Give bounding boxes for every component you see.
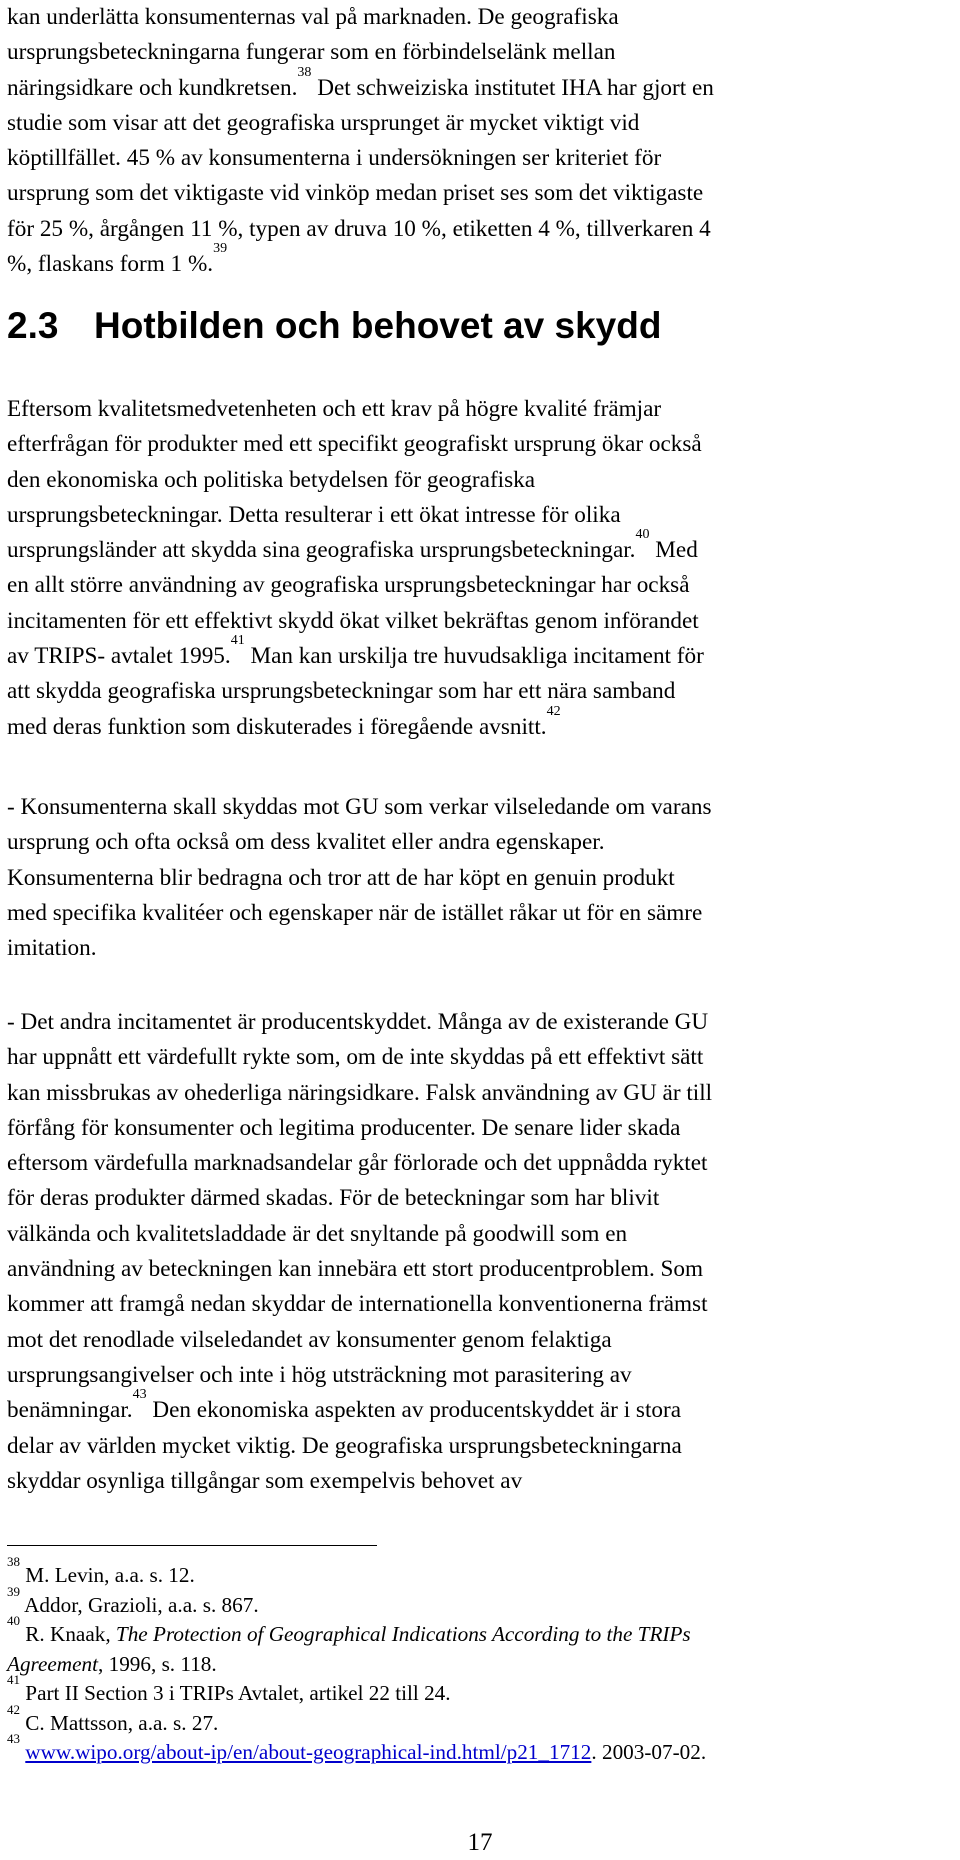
text-line: imitation. (7, 935, 97, 962)
footnote-ref-43[interactable]: 43 (132, 1387, 147, 1403)
footnotes (7, 1554, 955, 1768)
text-line: kan missbrukas av ohederliga näringsidkare. Falsk användning av GU är till (7, 1079, 713, 1106)
footnote-ref-40[interactable]: 40 (635, 527, 650, 543)
section-title: Hotbilden och behovet av skydd (94, 305, 662, 346)
footnote-40-continued: Agreement, 1996, s. 118. (7, 1651, 217, 1676)
footnote-ref-42[interactable]: 42 (546, 703, 561, 719)
text-line: användning av beteckningen kan innebära ett stort producentproblem. Som (7, 1256, 704, 1283)
text-line: efterfrågan för produkter med ett specifikt geografiskt ursprung ökar också (7, 431, 702, 458)
text-line: eftersom värdefulla marknadsandelar går förlorade och det uppnådda ryktet (7, 1150, 708, 1177)
text-line: - Det andra incitamentet är producentskyddet. Många av de existerande GU (7, 1009, 709, 1035)
wipo-link[interactable]: www.wipo.org/about-ip/en/about-geographical-ind.html/p21_1712 (25, 1740, 592, 1764)
text-line: med deras funktion som diskuterades i föregående avsnitt.$^{42}$ (7, 703, 561, 740)
text-line: ursprungsbeteckningar. Detta resulterar i ett ökat intresse för olika (7, 501, 621, 528)
text-line: en allt större användning av geografiska ursprungsbeteckningar har också (7, 572, 690, 599)
footnote-38: $^{38}$ M. Levin, a.a. s. 12. (7, 1554, 195, 1587)
text-line: köptillfället. 45 % av konsumenterna i undersökningen ser kriteriet för (7, 145, 662, 172)
text-line: ursprung och ofta också om dess kvalitet eller andra egenskaper. (7, 829, 605, 856)
text-line: incitamenten för ett effektivt skydd ökat vilket bekräftas genom införandet (7, 607, 699, 634)
footnote-ref-38[interactable]: 38 (297, 64, 312, 80)
text-line: Konsumenterna blir bedragna och tror att de har köpt en genuin produkt (7, 864, 675, 891)
text-line: förfång för konsumenter och legitima producenter. De senare lider skada (7, 1114, 681, 1141)
text-line: näringsidkare och kundkretsen.$^{38}$ Det schweiziska institutet IHA har gjort en (7, 64, 714, 101)
text-line: kommer att framgå nedan skyddar de internationella konventionerna främst (7, 1291, 708, 1318)
text-line: studie som visar att det geografiska ursprunget är mycket viktigt vid (7, 109, 640, 136)
text-line: ursprungsangivelser och inte i hög utsträckning mot parasitering av (7, 1361, 632, 1388)
footnote-ref-39[interactable]: 39 (213, 241, 228, 257)
intro-paragraph (7, 0, 955, 282)
text-line: benämningar.$^{43}$ Den ekonomiska aspekten av producentskyddet är i stora (7, 1387, 682, 1424)
text-line: mot det renodlade vilseledandet av konsumenter genom felaktiga (7, 1326, 612, 1353)
text-line: delar av världen mycket viktig. De geografiska ursprungsbeteckningarna (7, 1432, 682, 1459)
section-heading (7, 302, 661, 350)
footnote-ref-41[interactable]: 41 (230, 633, 245, 649)
section-number: 2.3 (7, 305, 59, 346)
text-line: att skydda geografiska ursprungsbeteckningar som har ett nära samband (7, 678, 676, 705)
body-paragraph-3 (7, 1005, 955, 1499)
body-paragraph-1 (7, 392, 955, 745)
footnote-43: $^{43}$ www.wipo.org/about-ip/en/about-geographical-ind.html/p21_1712. 2003-07-02. (7, 1731, 707, 1764)
text-line: kan underlätta konsumenternas val på marknaden. De geografiska (7, 4, 619, 30)
text-line: skyddar osynliga tillgångar som exempelvis behovet av (7, 1467, 523, 1494)
text-line: - Konsumenterna skall skyddas mot GU som verkar vilseledande om varans (7, 794, 712, 820)
footnote-40: $^{40}$ R. Knaak, The Protection of Geographical Indications According to the TRIPs (7, 1613, 691, 1646)
page-number: 17 (467, 1829, 493, 1856)
footnote-42: $^{42}$ C. Mattsson, a.a. s. 27. (7, 1701, 219, 1735)
footnote-divider (7, 1545, 377, 1546)
text-line: av TRIPS- avtalet 1995.41 Man kan urskilja tre huvudsakliga incitament för (7, 633, 704, 670)
text-line: den ekonomiska och politiska betydelsen för geografiska (7, 466, 536, 493)
body-paragraph-2 (7, 790, 955, 966)
text-line: ursprung som det viktigaste vid vinköp medan priset ses som det viktigaste (7, 180, 704, 207)
text-line: med specifika kvalitéer och egenskaper när de istället råkar ut för en sämre (7, 899, 703, 926)
text-line: %, flaskans form 1 %.$^{39}$ (7, 241, 228, 278)
text-line: har uppnått ett värdefullt rykte som, om de inte skyddas på ett effektivt sätt (7, 1044, 704, 1071)
text-line: ursprungsländer att skydda sina geografiska ursprungsbeteckningar.$^{40}$ Med (7, 527, 698, 564)
text-line: för 25 %, årgången 11 %, typen av druva 10 %, etiketten 4 %, tillverkaren 4 (7, 215, 711, 242)
text-line: ursprungsbeteckningarna fungerar som en förbindelselänk mellan (7, 39, 616, 66)
footnote-41: $^{41}$ Part II Section 3 i TRIPs Avtalet, artikel 22 till 24. (7, 1672, 451, 1705)
text-line: välkända och kvalitetsladdade är det snyltande på goodwill som en (7, 1220, 628, 1247)
text-line: Eftersom kvalitetsmedvetenheten och ett krav på högre kvalité främjar (7, 396, 662, 422)
footnote-39: $^{39}$ Addor, Grazioli, a.a. s. 867. (7, 1583, 259, 1617)
text-line: för deras produkter därmed skadas. För de beteckningar som har blivit (7, 1185, 660, 1212)
